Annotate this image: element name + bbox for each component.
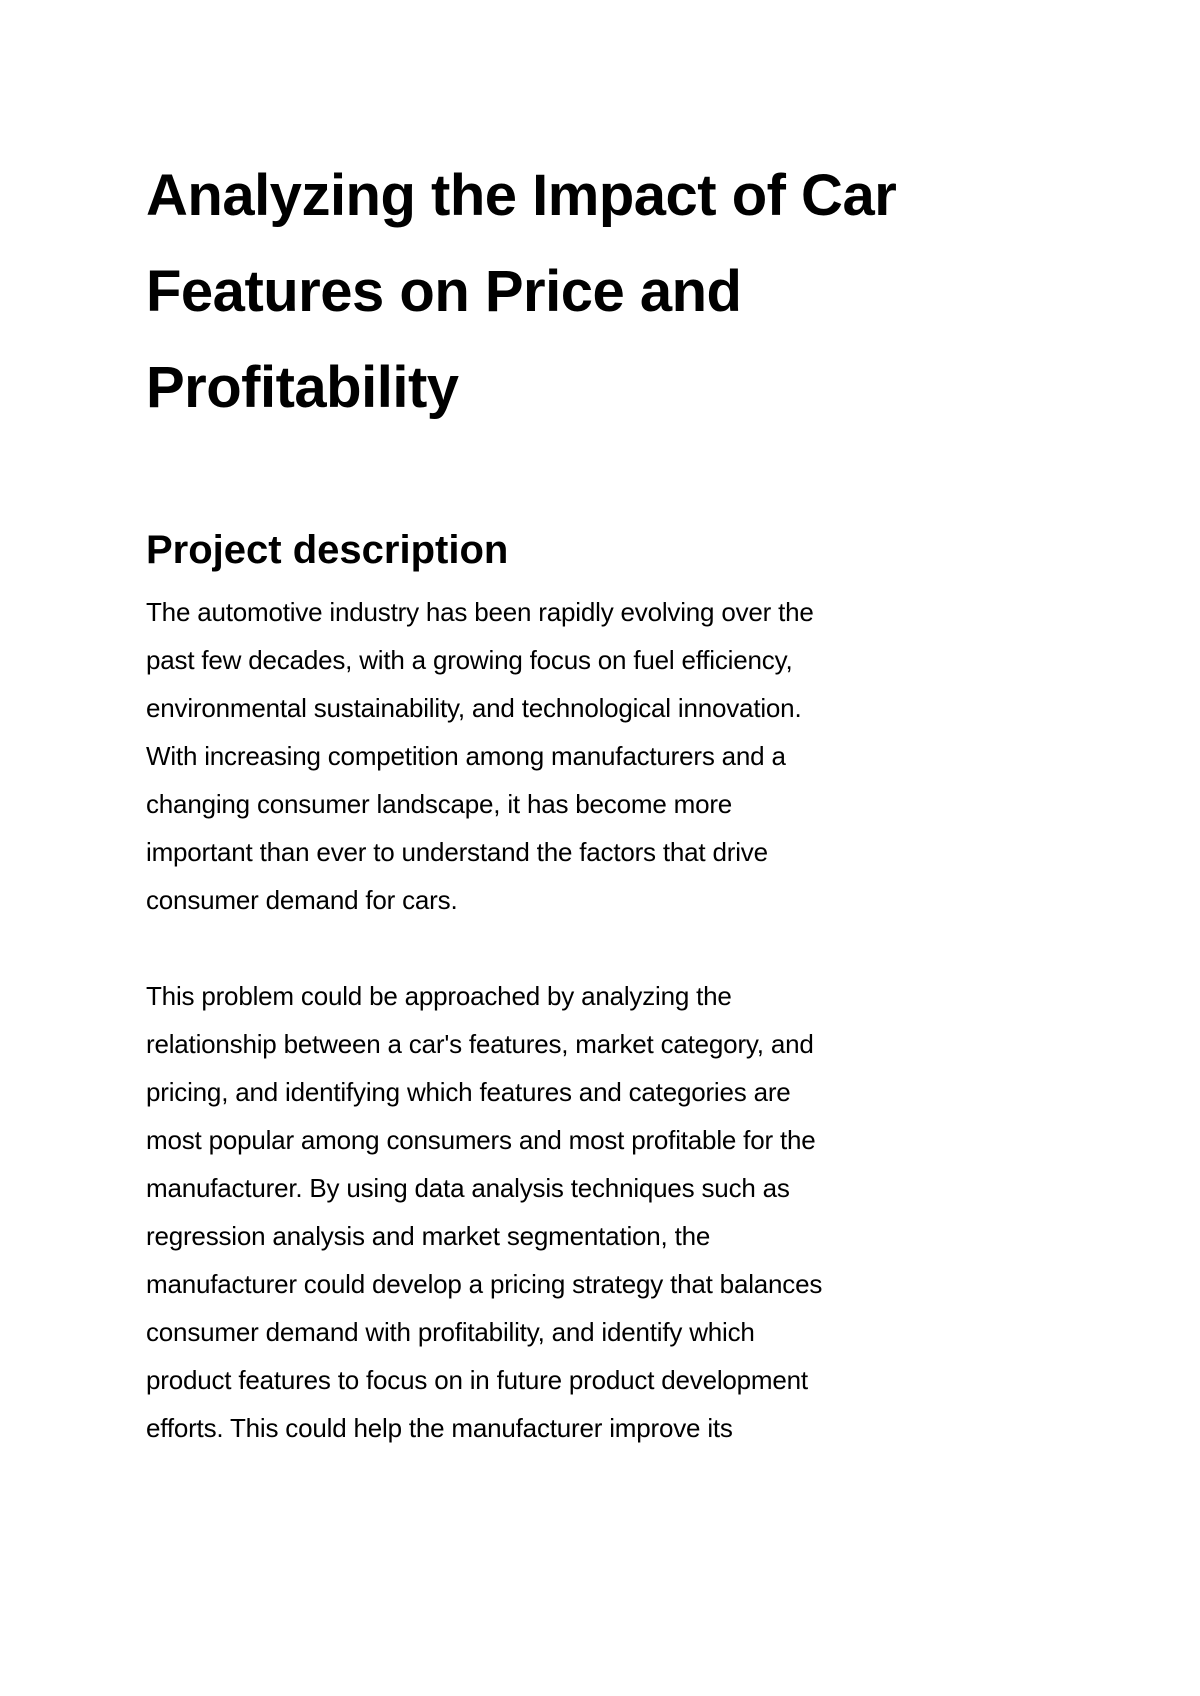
paragraph-approach: This problem could be approached by analyzing the relationship between a car's features, market category, and pricing, and identifying which features and categories are most popular among consumers and most profitable for the manufacturer. By using data analysis techniques such as regression analysis and market segmentation, the manufacturer could develop a pricing strategy that balances consumer demand with profitability, and identify which product features to focus on in future product development efforts. This could help the manufacturer improve its xyxy=(146,981,823,1443)
section-heading-project-description: Project description xyxy=(146,528,509,572)
document-content xyxy=(146,148,1076,1452)
paragraph-intro: The automotive industry has been rapidly evolving over the past few decades, with a growing focus on fuel efficiency, environmental sustainability, and technological innovation. With increasing competition among manufacturers and a changing consumer landscape, it has become more important than ever to understand the factors that drive consumer demand for cars. xyxy=(146,597,814,915)
document-title: Analyzing the Impact of Car Features on Price and Profitability xyxy=(146,163,897,420)
